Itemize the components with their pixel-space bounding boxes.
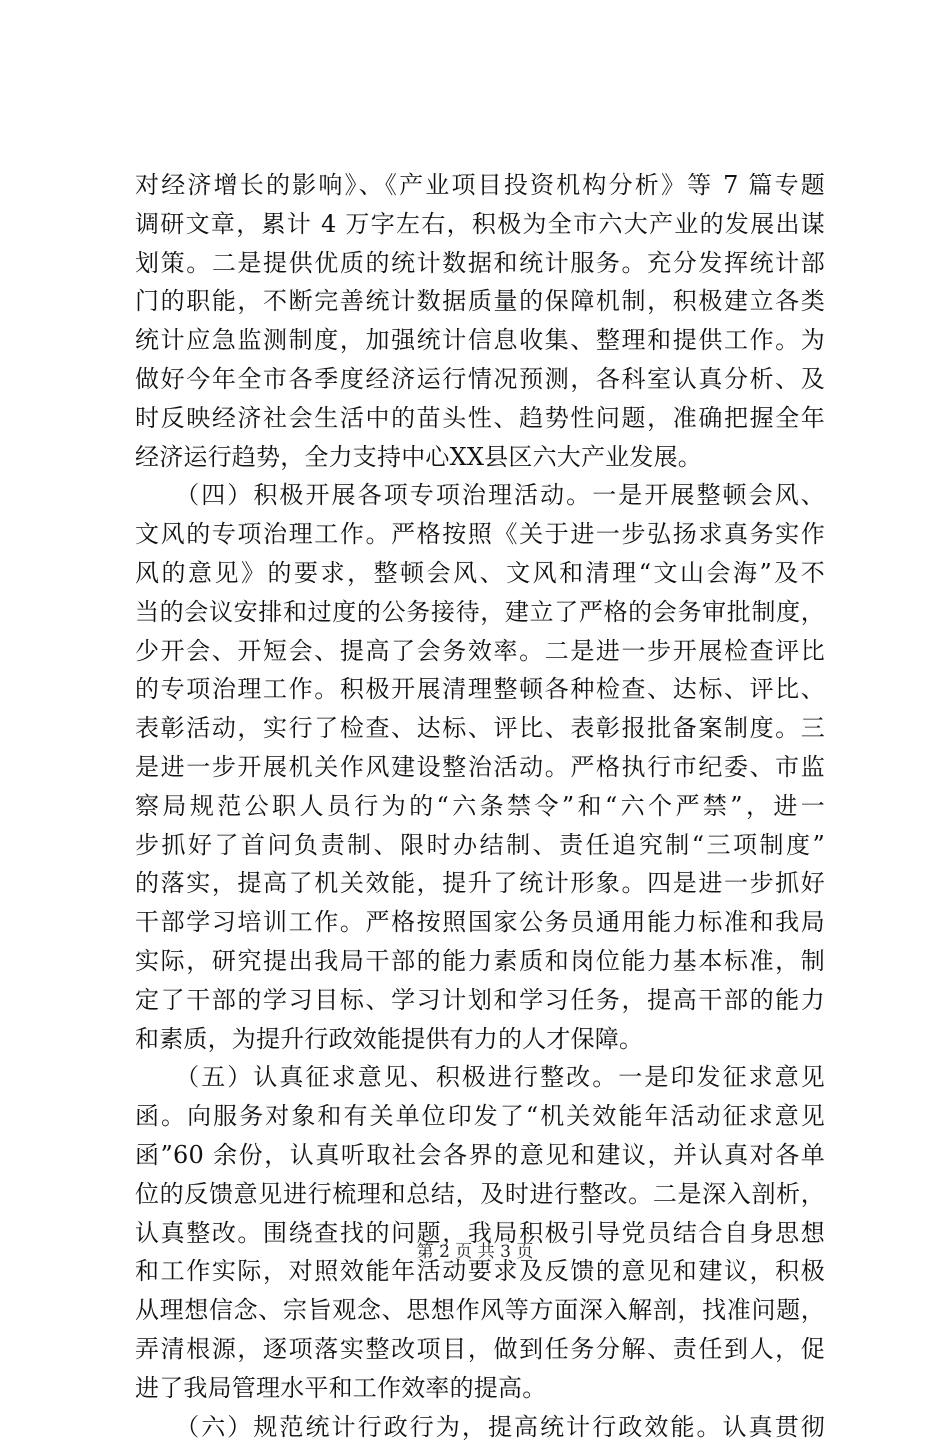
text-line: 实际，研究提出我局干部的能力素质和岗位能力基本标准，制 [135, 942, 825, 981]
text-line: 步抓好了首问负责制、限时办结制、责任追究制“三项制度” [135, 826, 825, 865]
text-line: 是进一步开展机关作风建设整治活动。严格执行市纪委、市监 [135, 748, 825, 787]
text-line: 干部学习培训工作。严格按照国家公务员通用能力标准和我局 [135, 903, 825, 942]
text-line: 从理想信念、宗旨观念、思想作风等方面深入解剖，找准问题， [135, 1291, 825, 1330]
text-line: 门的职能，不断完善统计数据质量的保障机制，积极建立各类 [135, 282, 825, 321]
text-line: 对经济增长的影响》、《产业项目投资机构分析》等 7 篇专题 [135, 166, 825, 205]
text-line: 察局规范公职人员行为的“六条禁令”和“六个严禁”，进一 [135, 787, 825, 826]
page-footer: 第 2 页 共 3 页 [0, 1240, 950, 1264]
text-line: 的落实，提高了机关效能，提升了统计形象。四是进一步抓好 [135, 864, 825, 903]
text-line: 时反映经济社会生活中的苗头性、趋势性问题，准确把握全年 [135, 399, 825, 438]
text-line: （六）规范统计行政行为，提高统计行政效能。认真贯彻 [135, 1408, 825, 1446]
text-line: 认真整改。围绕查找的问题，我局积极引导党员结合自身思想 [135, 1214, 825, 1253]
text-line: 调研文章，累计 4 万字左右，积极为全市六大产业的发展出谋 [135, 205, 825, 244]
text-line: 风的意见》的要求，整顿会风、文风和清理“文山会海”及不 [135, 554, 825, 593]
text-line: 函”60 余份，认真听取社会各界的意见和建议，并认真对各单 [135, 1136, 825, 1175]
text-line: 经济运行趋势，全力支持中心XX县区六大产业发展。 [135, 438, 825, 477]
text-line: 统计应急监测制度，加强统计信息收集、整理和提供工作。为 [135, 321, 825, 360]
text-line: 函。向服务对象和有关单位印发了“机关效能年活动征求意见 [135, 1097, 825, 1136]
text-line: （四）积极开展各项专项治理活动。一是开展整顿会风、 [135, 476, 825, 515]
text-line: 和工作实际，对照效能年活动要求及反馈的意见和建议，积极 [135, 1252, 825, 1291]
text-line: 弄清根源，逐项落实整改项目，做到任务分解、责任到人，促 [135, 1330, 825, 1369]
text-line: 文风的专项治理工作。严格按照《关于进一步弘扬求真务实作 [135, 515, 825, 554]
text-line: 进了我局管理水平和工作效率的提高。 [135, 1369, 825, 1408]
text-line: 的专项治理工作。积极开展清理整顿各种检查、达标、评比、 [135, 670, 825, 709]
text-line: 表彰活动，实行了检查、达标、评比、表彰报批备案制度。三 [135, 709, 825, 748]
text-line: 位的反馈意见进行梳理和总结，及时进行整改。二是深入剖析， [135, 1175, 825, 1214]
text-line: 划策。二是提供优质的统计数据和统计服务。充分发挥统计部 [135, 244, 825, 283]
text-line: （五）认真征求意见、积极进行整改。一是印发征求意见 [135, 1058, 825, 1097]
text-line: 当的会议安排和过度的公务接待，建立了严格的会务审批制度， [135, 593, 825, 632]
text-line: 定了干部的学习目标、学习计划和学习任务，提高干部的能力 [135, 981, 825, 1020]
text-line: 做好今年全市各季度经济运行情况预测，各科室认真分析、及 [135, 360, 825, 399]
text-line: 和素质，为提升行政效能提供有力的人才保障。 [135, 1020, 825, 1059]
text-line: 少开会、开短会、提高了会务效率。二是进一步开展检查评比 [135, 632, 825, 671]
